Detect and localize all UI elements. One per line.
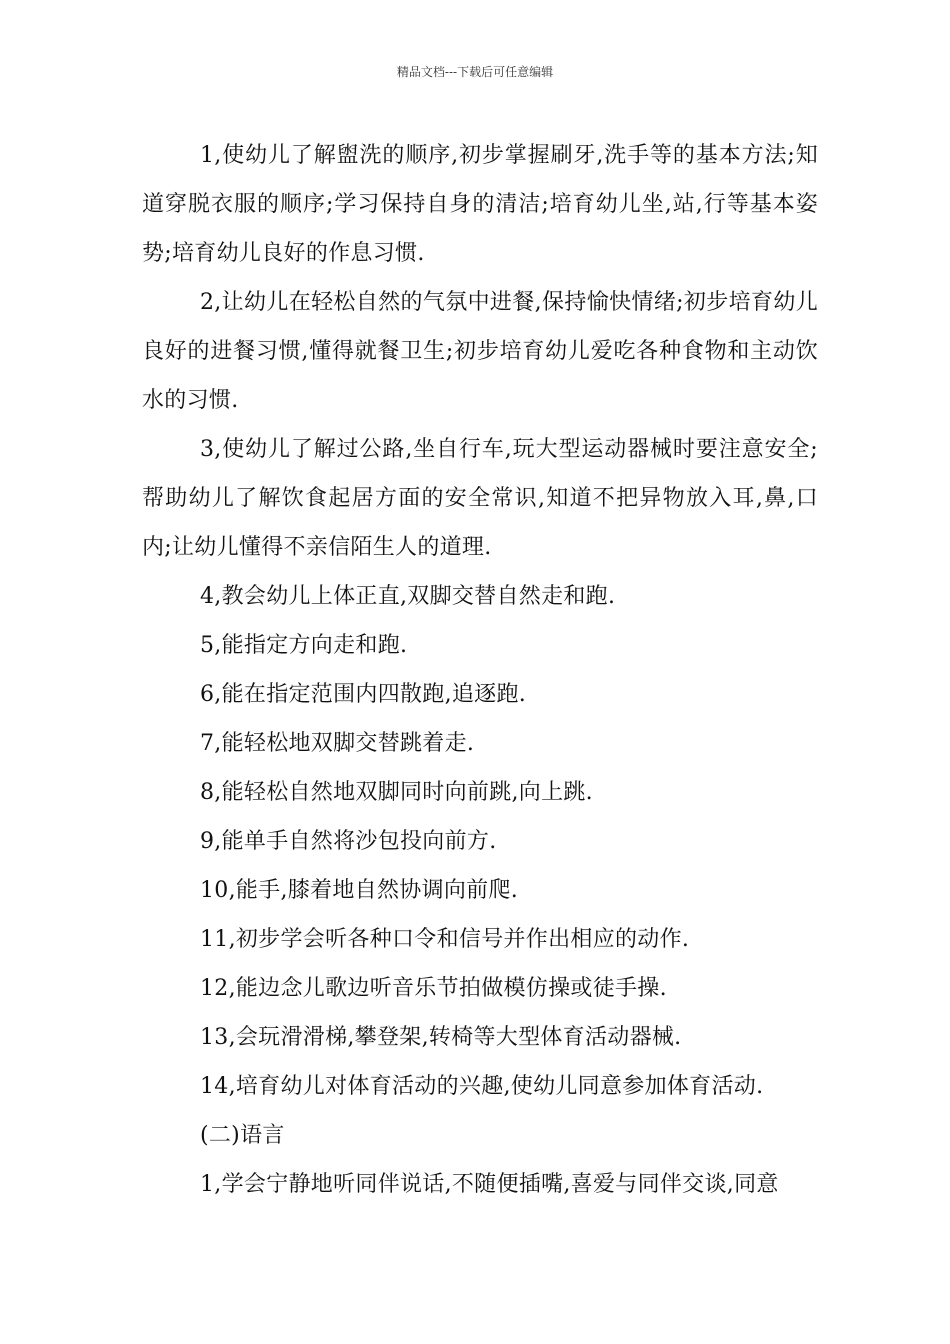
paragraph-12: 12,能边念儿歌边听音乐节拍做模仿操或徒手操. (200, 976, 667, 1001)
paragraph-6: 6,能在指定范围内四散跑,追逐跑. (200, 682, 527, 707)
paragraph-1: 1,使幼儿了解盥洗的顺序,初步掌握刷牙,洗手等的基本方法;知道穿脱衣服的顺序;学习保持自身的清洁;培育幼儿坐,站,行等基本姿势;培育幼儿良好的作息习惯. (142, 143, 818, 266)
paragraph-2: 2,让幼儿在轻松自然的气氛中进餐,保持愉快情绪;初步培育幼儿良好的进餐习惯,懂得就餐卫生;初步培育幼儿爱吃各种食物和主动饮水的习惯. (142, 290, 818, 413)
document-body (142, 131, 818, 1209)
paragraph-9: 9,能单手自然将沙包投向前方. (200, 829, 497, 854)
paragraph-10: 10,能手,膝着地自然协调向前爬. (200, 878, 519, 903)
paragraph-14: 14,培育幼儿对体育活动的兴趣,使幼儿同意参加体育活动. (200, 1074, 764, 1099)
paragraph-4: 4,教会幼儿上体正直,双脚交替自然走和跑. (200, 584, 616, 609)
paragraph-7: 7,能轻松地双脚交替跳着走. (200, 731, 475, 756)
paragraph-11: 11,初步学会听各种口令和信号并作出相应的动作. (200, 927, 690, 952)
section-heading-language: (二)语言 (200, 1123, 285, 1148)
page-header: 精品文档---下载后可任意编辑 (396, 65, 554, 79)
paragraph-5: 5,能指定方向走和跑. (200, 633, 408, 658)
paragraph-13: 13,会玩滑滑梯,攀登架,转椅等大型体育活动器械. (200, 1025, 682, 1050)
paragraph-language-1: 1,学会宁静地听同伴说话,不随便插嘴,喜爱与同伴交谈,同意 (200, 1172, 779, 1197)
paragraph-3: 3,使幼儿了解过公路,坐自行车,玩大型运动器械时要注意安全;帮助幼儿了解饮食起居方面的安全常识,知道不把异物放入耳,鼻,口内;让幼儿懂得不亲信陌生人的道理. (142, 437, 818, 560)
paragraph-8: 8,能轻松自然地双脚同时向前跳,向上跳. (200, 780, 593, 805)
